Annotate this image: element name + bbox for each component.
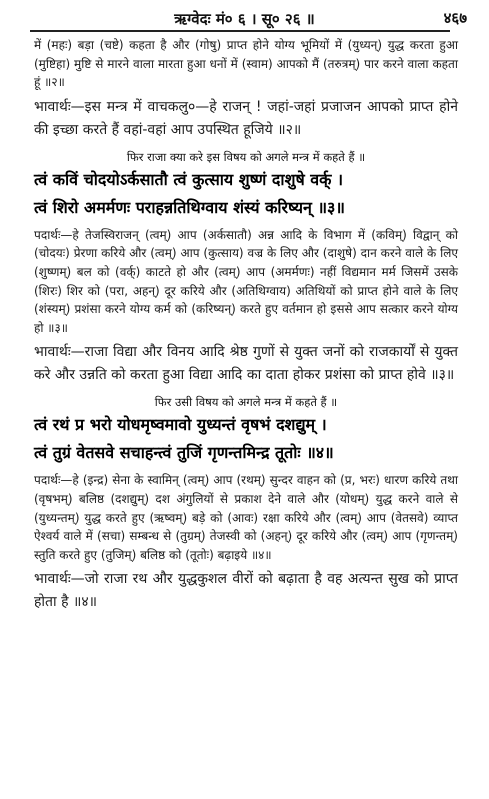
mantra-3-line-1: त्वं कविं चोदयोऽर्कसातौ त्वं कुत्साय शुष्णं दाशुषे वर्क् । (34, 169, 344, 189)
page-body (34, 36, 458, 614)
header-rule (30, 30, 450, 32)
padarth-2-continuation: में (महः) बड़ा (चष्टे) कहता है और (गोषु) प्राप्त होने योग्य भूमियों में (युध्यन्) युद्ध करता हुआ (मुष्टिहा) मुष्टि से मारने वाला मारता हुआ धनों में (स्वाम) आपको मैं (तरुत्रम्) पार करने वाला कहता हूं ॥२॥ (34, 38, 458, 90)
page-number: ४६७ (443, 9, 467, 27)
mantra-3-line-2: त्वं शिरो अमर्मणः पराहन्नतिथिग्वाय शंस्यं करिष्यन् ॥३॥ (34, 197, 345, 217)
mantra-4-line-1: त्वं रथं प्र भरो योधमृष्वमावो युध्यन्तं वृषभं दशद्युम् । (34, 415, 327, 435)
mantra-4-intro: फिर उसी विषय को अगले मन्त्र में कहते हैं ॥ (154, 395, 338, 410)
bhavarth-4: भावार्थः—जो राजा रथ और युद्धकुशल वीरों को बढ़ाता है वह अत्यन्त सुख को प्राप्त होता है ॥४॥ (34, 571, 458, 611)
running-title: ऋग्वेदः मं० ६ । सू० २६ ॥ (174, 10, 315, 28)
page-header (0, 6, 489, 30)
bhavarth-2: भावार्थः—इस मन्त्र में वाचकलु०—हे राजन् ! जहां-जहां प्रजाजन आपको प्राप्त होने की इच्छा करते हैं वहां-वहां आप उपस्थित हूजिये ॥२॥ (34, 98, 458, 138)
padarth-4: पदार्थः—हे (इन्द्र) सेना के स्वामिन् (त्वम्) आप (रथम्) सुन्दर वाहन को (प्र, भरः) धारण करिये तथा (वृषभम्) बलिष्ठ (दशद्युम्) दश अंगुलियों से प्रकाश देने वाले और (योधम्) युद्ध करने वाले से (युध्यन्तम्) युद्ध करते हुए (ऋष्वम्) बड़े को (आवः) रक्षा करिये और (त्वम्) आप (वेतसवे) व्याप्त ऐश्वर्य वाले में (सचा) सम्बन्ध से (तुग्रम्) तेजस्वी को (अहन्) दूर करिये और (त्वम्) आप (गृणन्तम्) स्तुति करते हुए (तुजिम्) बलिष्ठ को (तूतोः) बढ़ाइये ॥४॥ (34, 473, 458, 562)
mantra-3-intro: फिर राजा क्या करे इस विषय को अगले मन्त्र में कहते हैं ॥ (126, 149, 366, 164)
bhavarth-3: भावार्थः—राजा विद्या और विनय आदि श्रेष्ठ गुणों से युक्त जनों को राजकार्यों से युक्त करे और उन्नति को करता हुआ विद्या आदि का दाता होकर प्रशंसा को प्राप्त होवे ॥३॥ (34, 344, 458, 384)
padarth-3: पदार्थः—हे तेजस्विराजन् (त्वम्) आप (अर्कसातौ) अन्न आदि के विभाग में (कविम्) विद्वान् को (चोदयः) प्रेरणा करिये और (त्वम्) आप (कुत्साय) वज्र के लिए और (दाशुषे) दान करने वाले के लिए (शुष्णम्) बल को (वर्क्) काटते हो और (त्वम्) आप (अमर्मणः) नहीं विद्यमान मर्म जिसमें उसके (शिरः) शिर को (परा, अहन्) दूर करिये और (अतिथिग्वाय) अतिथियों को प्राप्त होने वाले के लिए (शंस्यम्) प्रशंसा करने योग्य कर्म को (करिष्यन्) करते हुए वर्तमान हो इससे आप सत्कार करने योग्य हो ॥३॥ (34, 227, 458, 335)
mantra-4-line-2: त्वं तुग्रं वेतसवे सचाहन्त्वं तुजिं गृणन्तमिन्द्र तूतोः ॥४॥ (34, 443, 334, 463)
